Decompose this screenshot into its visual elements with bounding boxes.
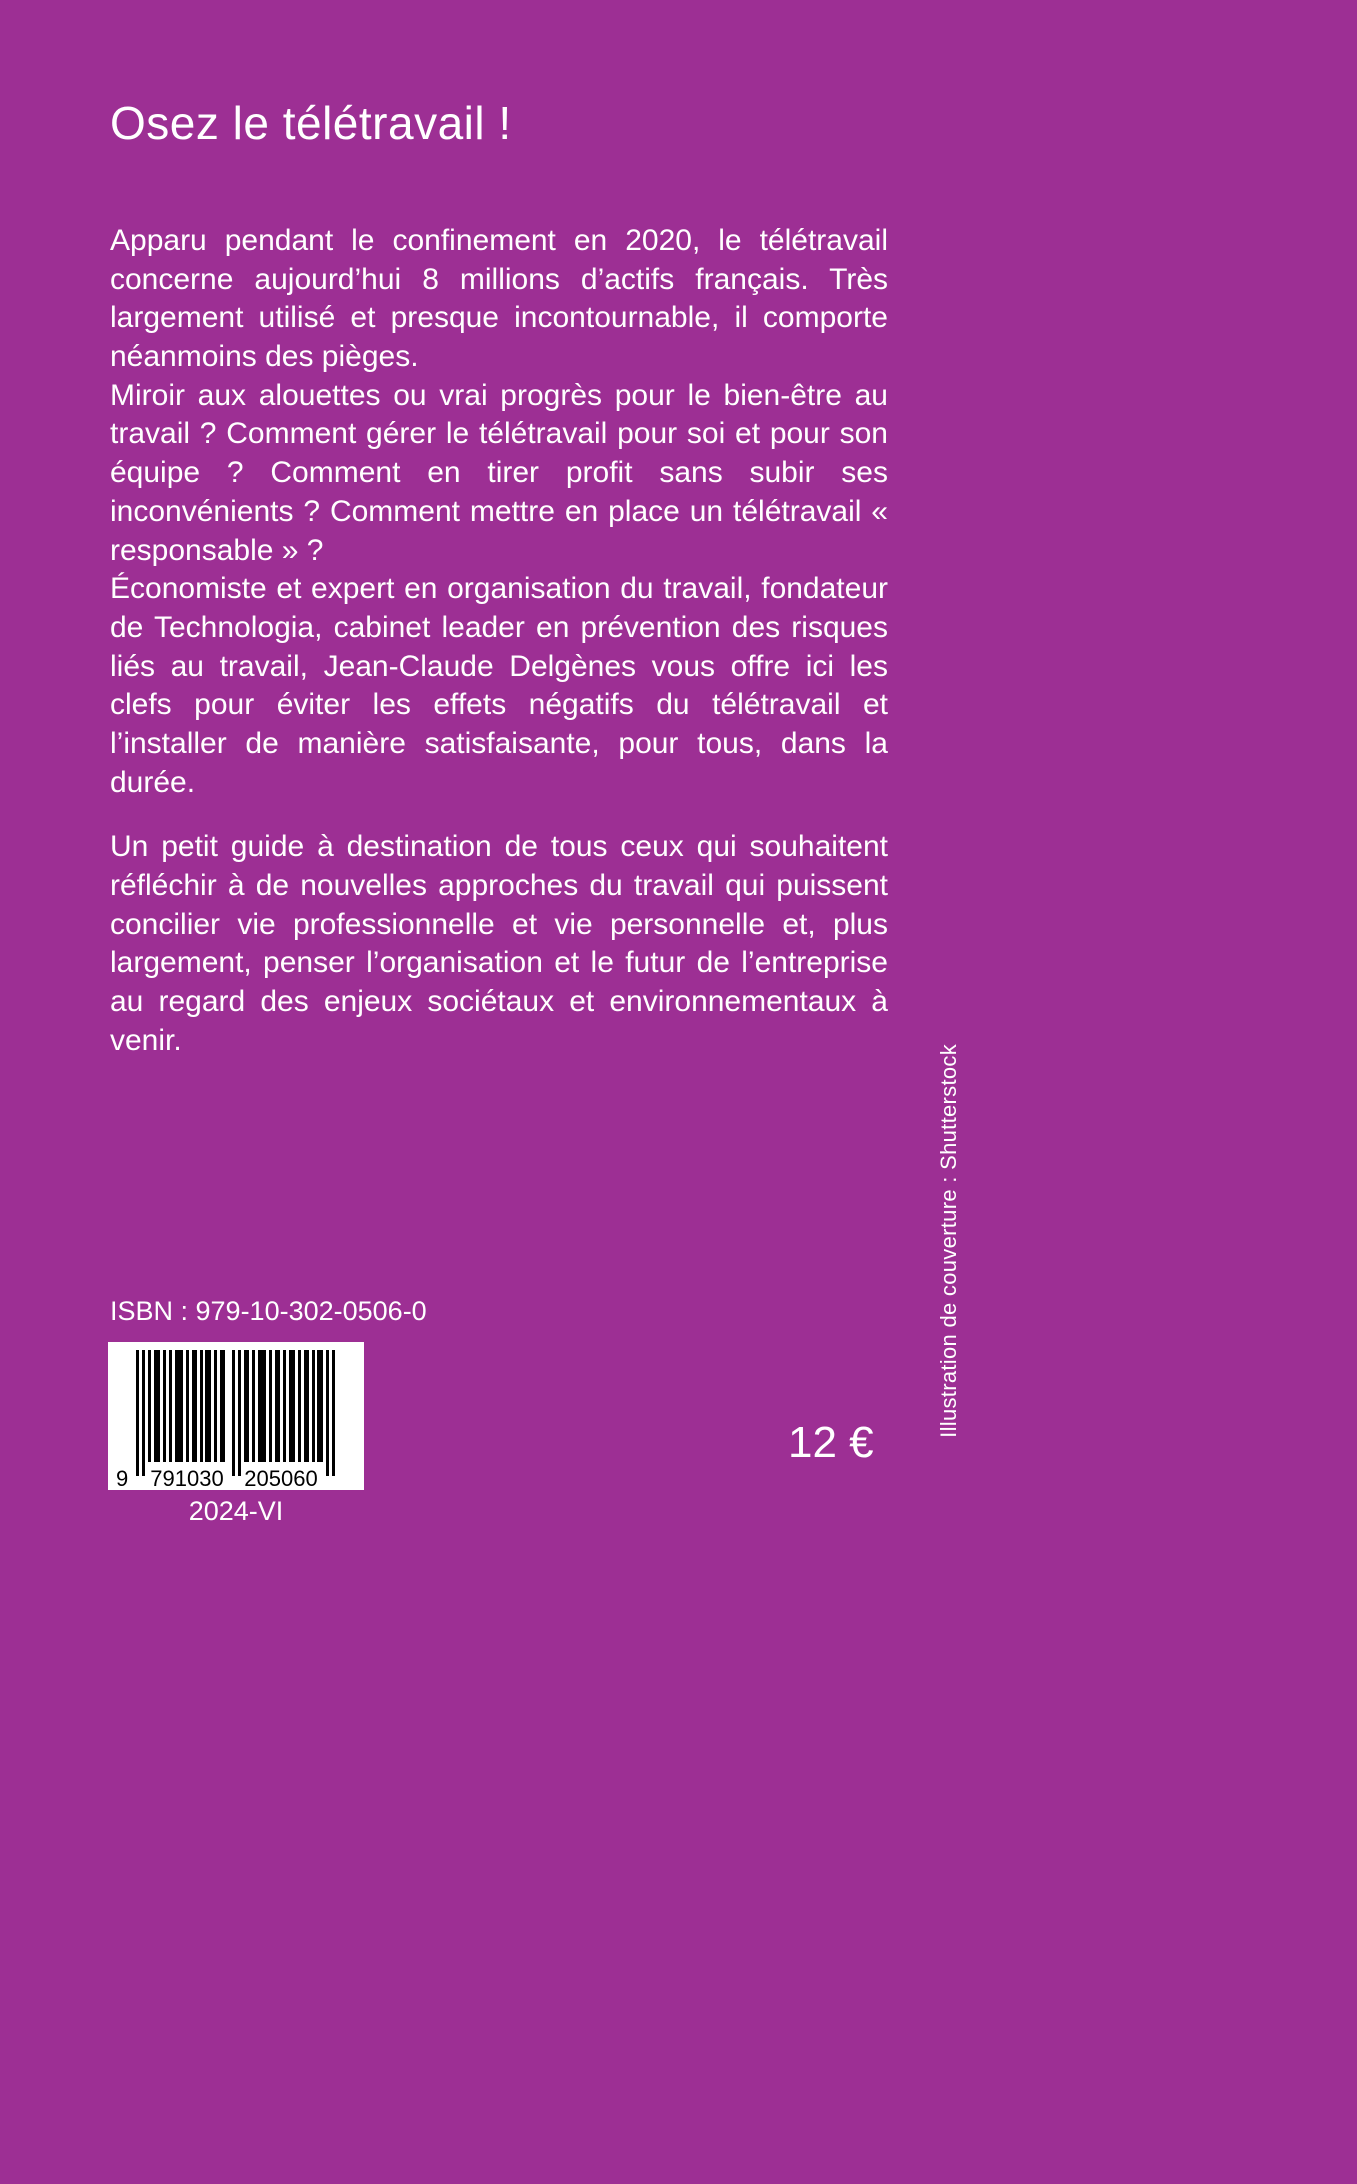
barcode-group-left: 791030	[150, 1466, 224, 1490]
blurb-paragraph-1: Apparu pendant le confinement en 2020, le télétravail concerne aujourd’hui 8 millions d’actifs français. Très largement utilisé et presque incontournable, il comporte néanmoins des pièges.	[110, 224, 888, 374]
barcode-digit-left: 9	[116, 1466, 129, 1490]
blurb-paragraph-3: Économiste et expert en organisation du travail, fondateur de Technologia, cabinet leader en prévention des risques liés au travail, Jean-Claude Delgènes vous offre ici les clefs pour éviter les effets négatifs du télétravail et l’installer de manière satisfaisante, pour tous, dans la durée.	[110, 572, 888, 799]
barcode-bars	[136, 1350, 335, 1476]
edition-code: 2024-VI	[188, 1496, 284, 1526]
cover-illustration-credit: Illustration de couverture : Shutterstock	[936, 1044, 961, 1438]
isbn-text: ISBN : 979-10-302-0506-0	[110, 1296, 427, 1326]
blurb-paragraph-4: Un petit guide à destination de tous ceux qui souhaitent réfléchir à de nouvelles approches du travail qui puissent concilier vie professionnelle et vie personnelle et, plus largement, penser l’organisation et le futur de l’entreprise au regard des enjeux sociétaux et environnementaux à venir.	[110, 830, 888, 1057]
barcode-digits	[116, 1466, 318, 1490]
barcode-graphic	[108, 1342, 364, 1490]
barcode	[108, 1342, 364, 1490]
price-label: 12 €	[788, 1418, 874, 1467]
blurb-paragraph-2: Miroir aux alouettes ou vrai progrès pour le bien-être au travail ? Comment gérer le télétravail pour soi et pour son équipe ? Comment en tirer profit sans subir ses inconvénients ? Comment mettre en place un télétravail « responsable » ?	[110, 378, 888, 567]
barcode-group-right: 205060	[244, 1466, 318, 1490]
book-title: Osez le télétravail !	[110, 97, 512, 149]
back-cover-blurb	[110, 222, 888, 1060]
